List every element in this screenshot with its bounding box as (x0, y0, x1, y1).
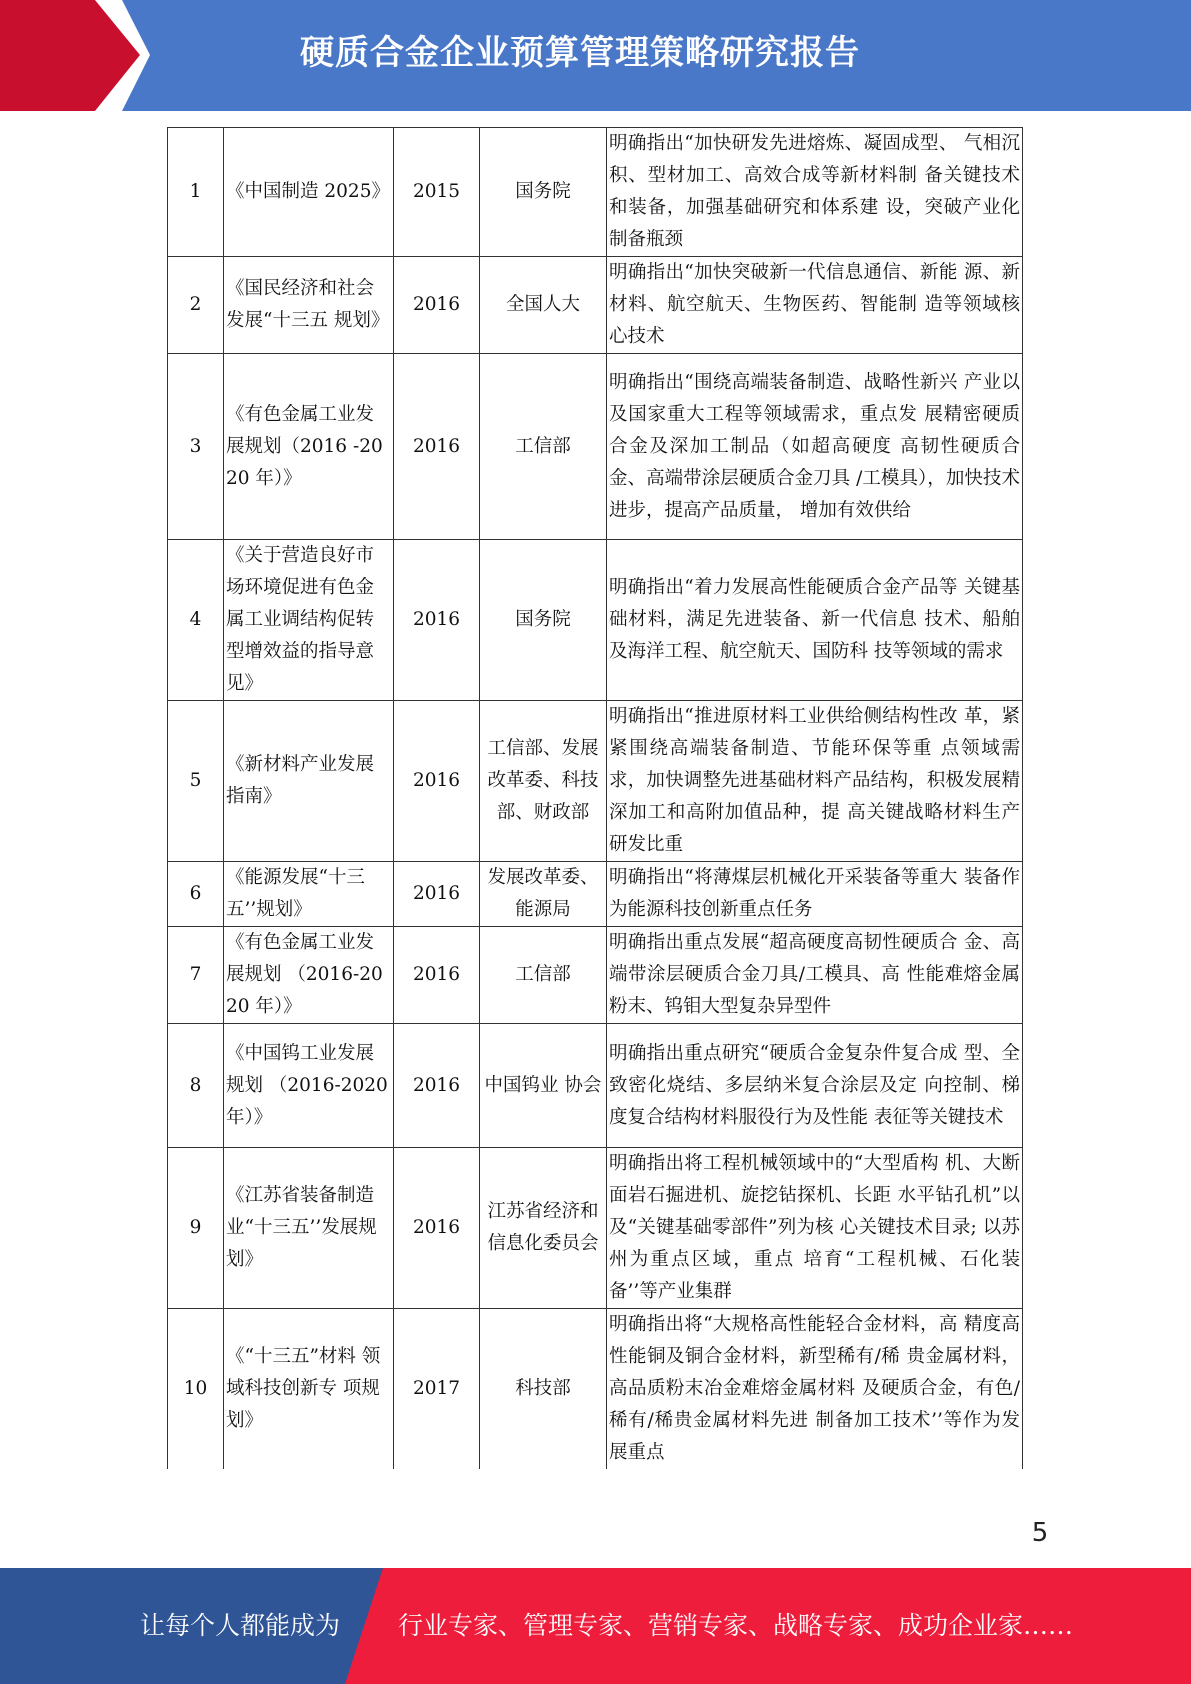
page-number: 5 (1031, 1518, 1049, 1548)
table-row (168, 701, 1023, 862)
footer-banner (0, 1568, 1191, 1684)
policy-table-container (167, 127, 1022, 1469)
year-cell: 2016 (394, 257, 480, 354)
table-row (168, 927, 1023, 1024)
year-cell: 2015 (394, 128, 480, 257)
table-row (168, 540, 1023, 701)
issuing-department-cell: 国务院 (480, 540, 607, 701)
policy-content-cell: 明确指出“推进原材料工业供给侧结构性改 革，紧紧围绕高端装备制造、节能环保等重 点领域需求，加快调整先进基础材料产品结构，积极发展精深加工和高附加值品种，提 高关键战略材料生产研发比重 (607, 701, 1023, 862)
document-name-cell: 《江苏省装备制造业“十三五’’发展规划》 (224, 1148, 394, 1309)
issuing-department-cell: 全国人大 (480, 257, 607, 354)
year-cell: 2016 (394, 701, 480, 862)
row-number-cell: 6 (168, 862, 224, 927)
issuing-department-cell: 工信部、发展改革委、科技部、财政部 (480, 701, 607, 862)
policy-content-cell: 明确指出“加快研发先进熔炼、凝固成型、 气相沉积、型材加工、高效合成等新材料制 备关键技术和装备，加强基础研究和体系建 设，突破产业化制备瓶颈 (607, 128, 1023, 257)
row-number-cell: 1 (168, 128, 224, 257)
issuing-department-cell: 江苏省经济和信息化委员会 (480, 1148, 607, 1309)
year-cell: 2016 (394, 354, 480, 540)
issuing-department-cell: 发展改革委、能源局 (480, 862, 607, 927)
table-row (168, 257, 1023, 354)
document-name-cell: 《中国钨工业发展规划 （2016-2020 年）》 (224, 1024, 394, 1148)
row-number-cell: 9 (168, 1148, 224, 1309)
issuing-department-cell: 国务院 (480, 128, 607, 257)
document-name-cell: 《能源发展“十三五’’规划》 (224, 862, 394, 927)
year-cell: 2016 (394, 1024, 480, 1148)
policy-content-cell: 明确指出“将薄煤层机械化开采装备等重大 装备作为能源科技创新重点任务 (607, 862, 1023, 927)
issuing-department-cell: 工信部 (480, 927, 607, 1024)
policy-content-cell: 明确指出“着力发展高性能硬质合金产品等 关键基础材料，满足先进装备、新一代信息 技术、船舶及海洋工程、航空航天、国防科 技等领域的需求 (607, 540, 1023, 701)
policy-content-cell: 明确指出“围绕高端装备制造、战略性新兴 产业以及国家重大工程等领域需求，重点发 展精密硬质合金及深加工制品（如超高硬度 高韧性硬质合金、高端带涂层硬质合金刀具 /工模具），加快技术进步，提高产品质量， 增加有效供给 (607, 354, 1023, 540)
policy-table (167, 127, 1023, 1469)
table-row (168, 1024, 1023, 1148)
row-number-cell: 4 (168, 540, 224, 701)
footer-slogan-right: 行业专家、管理专家、营销专家、战略专家、成功企业家…… (398, 1611, 1074, 1640)
policy-content-cell: 明确指出将工程机械领域中的“大型盾构 机、大断面岩石掘进机、旋挖钻探机、长距 水平钻孔机”以及“关键基础零部件”列为核 心关键技术目录; 以苏州为重点区域，重点 培育“工程机械、石化装备’’等产业集群 (607, 1148, 1023, 1309)
issuing-department-cell: 科技部 (480, 1309, 607, 1470)
policy-content-cell: 明确指出将“大规格高性能轻合金材料，高 精度高性能铜及铜合金材料，新型稀有/稀 贵金属材料，高品质粉末冶金难熔金属材料 及硬质合金，有色/稀有/稀贵金属材料先进 制备加工技术’’等作为发展重点 (607, 1309, 1023, 1470)
row-number-cell: 3 (168, 354, 224, 540)
year-cell: 2016 (394, 1148, 480, 1309)
document-name-cell: 《关于营造良好市场环境促进有色金属工业调结构促转型增效益的指导意见》 (224, 540, 394, 701)
policy-content-cell: 明确指出重点研究“硬质合金复杂件复合成 型、全致密化烧结、多层纳米复合涂层及定 向控制、梯度复合结构材料服役行为及性能 表征等关键技术 (607, 1024, 1023, 1148)
issuing-department-cell: 工信部 (480, 354, 607, 540)
table-row (168, 862, 1023, 927)
document-name-cell: 《有色金属工业发展规划（2016 -2020 年）》 (224, 354, 394, 540)
document-title: 硬质合金企业预算管理策略研究报告 (300, 33, 860, 73)
policy-content-cell: 明确指出重点发展“超高硬度高韧性硬质合 金、高端带涂层硬质合金刀具/工模具、高 性能难熔金属粉末、钨钼大型复杂异型件 (607, 927, 1023, 1024)
issuing-department-cell: 中国钨业 协会 (480, 1024, 607, 1148)
header-banner (0, 0, 1191, 111)
document-name-cell: 《“十三五”材料 领域科技创新专 项规划》 (224, 1309, 394, 1470)
year-cell: 2016 (394, 540, 480, 701)
table-row (168, 354, 1023, 540)
row-number-cell: 5 (168, 701, 224, 862)
table-row (168, 1309, 1023, 1470)
year-cell: 2017 (394, 1309, 480, 1470)
policy-content-cell: 明确指出“加快突破新一代信息通信、新能 源、新材料、航空航天、生物医药、智能制 造等领域核心技术 (607, 257, 1023, 354)
table-row (168, 128, 1023, 257)
document-name-cell: 《国民经济和社会发展“十三五 规划》 (224, 257, 394, 354)
row-number-cell: 8 (168, 1024, 224, 1148)
document-name-cell: 《有色金属工业发展规划 （2016-2020 年）》 (224, 927, 394, 1024)
year-cell: 2016 (394, 927, 480, 1024)
year-cell: 2016 (394, 862, 480, 927)
document-name-cell: 《中国制造 2025》 (224, 128, 394, 257)
row-number-cell: 10 (168, 1309, 224, 1470)
table-row (168, 1148, 1023, 1309)
document-name-cell: 《新材料产业发展指南》 (224, 701, 394, 862)
row-number-cell: 7 (168, 927, 224, 1024)
footer-slogan-left: 让每个人都能成为 (140, 1611, 341, 1640)
row-number-cell: 2 (168, 257, 224, 354)
